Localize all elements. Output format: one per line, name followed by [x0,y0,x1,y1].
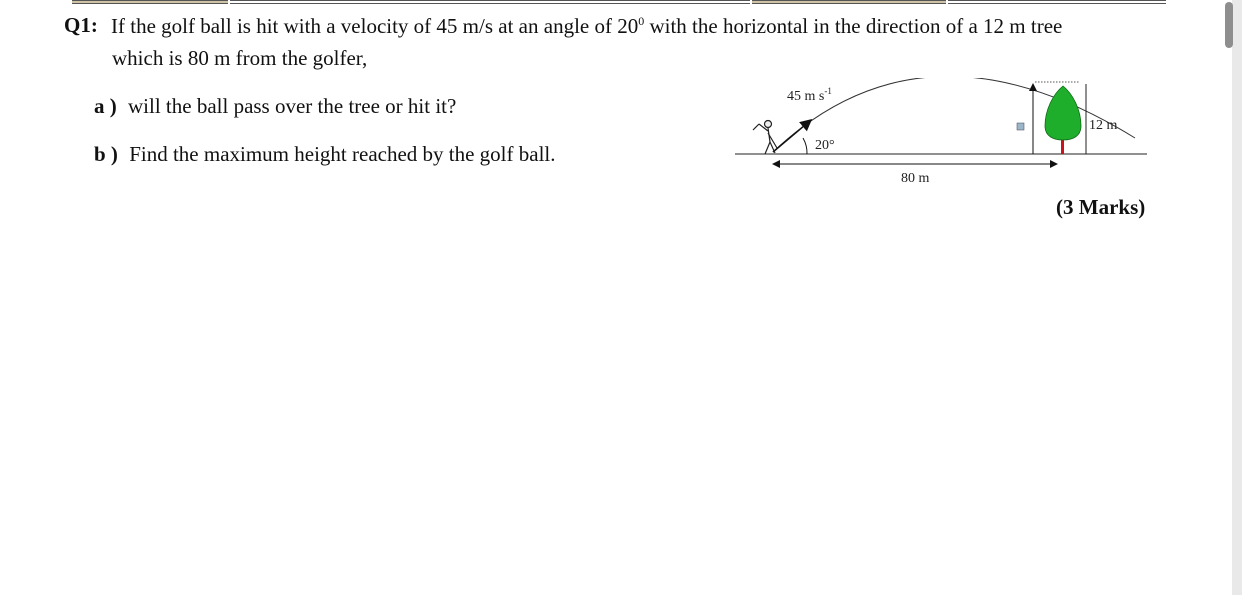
part-a [94,94,456,119]
angle-label: 20° [815,138,835,153]
part-a-label: a ) [94,94,117,118]
projectile-diagram [735,78,1155,190]
part-b-label: b ) [94,142,118,166]
question-text-line-2: which is 80 m from the golfer, [112,46,368,70]
velocity-arrow [773,120,811,152]
height-label: 12 m [1089,118,1118,133]
angle-arc [803,138,807,154]
table-border-top [948,0,1166,4]
golfer-icon [753,121,777,155]
distance-label: 80 m [901,171,930,186]
table-border-top [752,0,946,4]
marks-label: (3 Marks) [1056,195,1146,219]
ball-icon [1017,123,1024,130]
scrollbar-thumb[interactable] [1225,2,1233,48]
part-b-text: Find the maximum height reached by the golf ball. [129,142,556,166]
tree-icon [1045,86,1081,140]
question-text-line-1: If the golf ball is hit with a velocity of 45 m/s at an angle of $20^0$ with the horizontal in the direction of a 12 m tree [111,14,1063,38]
scrollbar-track[interactable] [1232,0,1242,595]
part-a-text: will the ball pass over the tree or hit it? [128,94,457,118]
table-border-top [72,0,228,4]
part-b [94,142,556,167]
tree-trunk-icon [1061,138,1064,154]
question-number: Q1: [64,13,98,37]
table-border-top [230,0,750,4]
velocity-label: 45 m $s^{-1}$ [787,86,832,104]
